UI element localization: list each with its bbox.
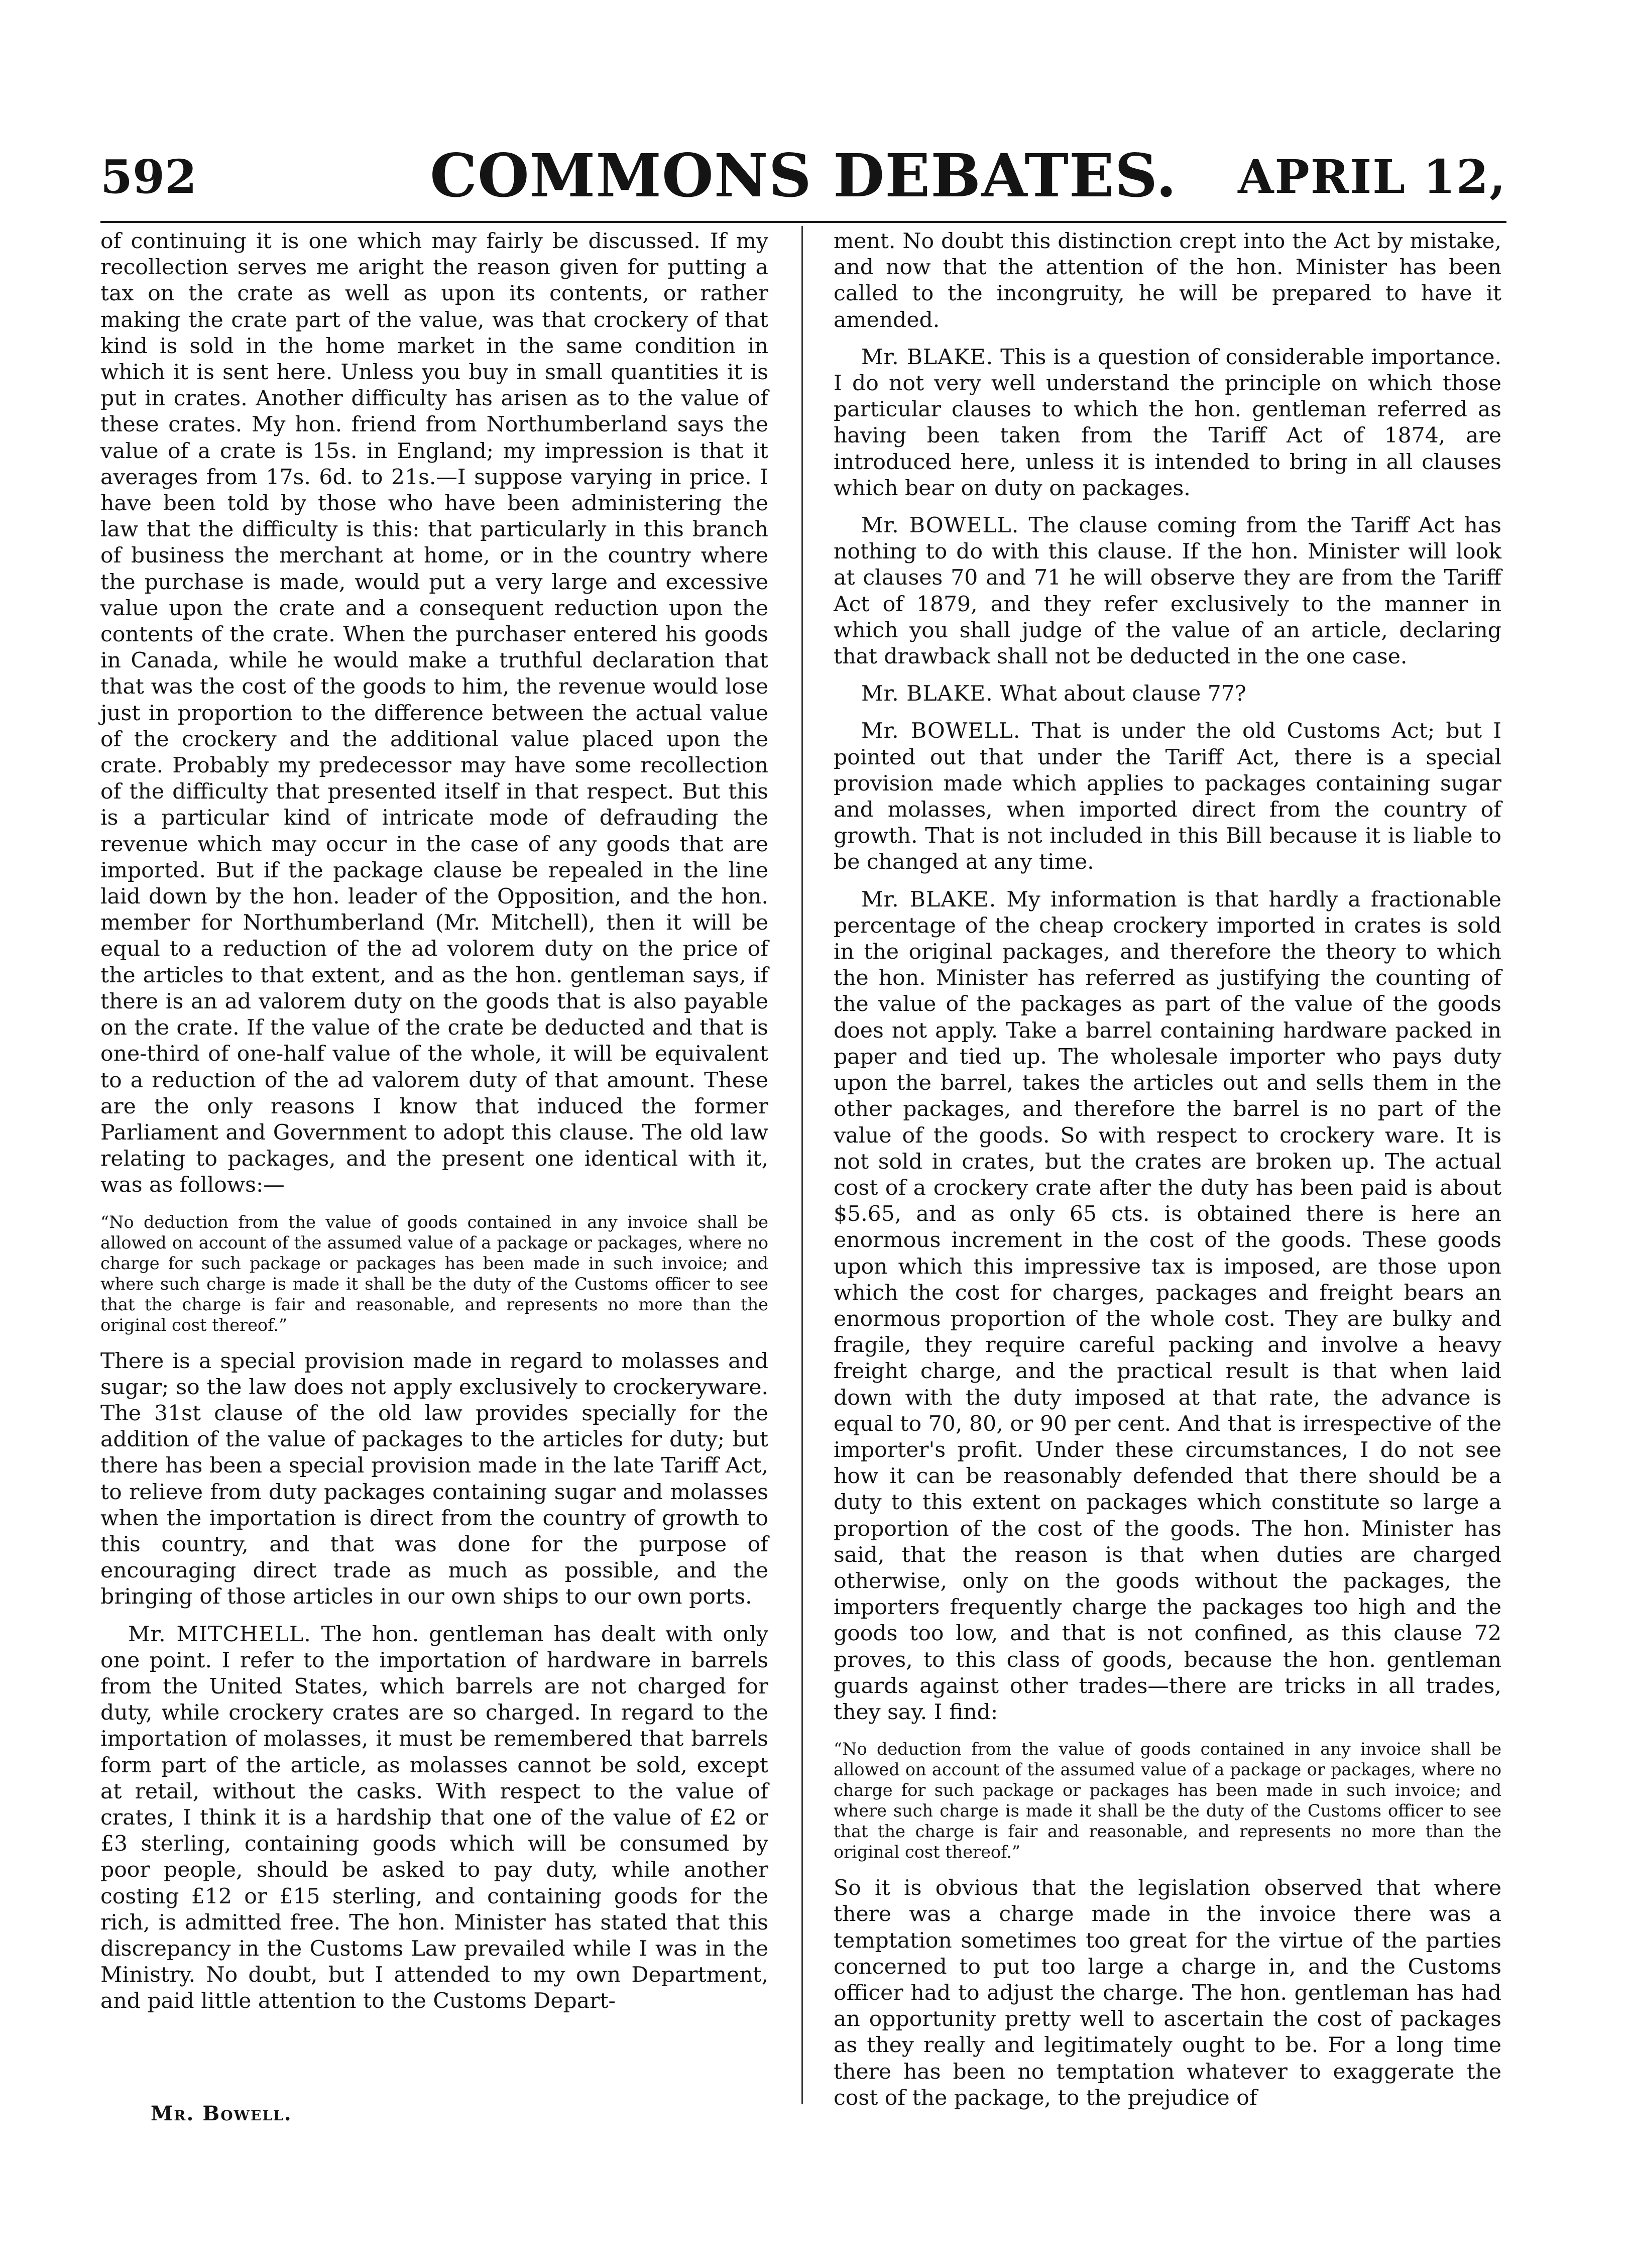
speech-paragraph	[834, 887, 1501, 1726]
speech-paragraph	[834, 681, 1501, 707]
speech-paragraph	[834, 718, 1501, 875]
column-divider	[801, 226, 803, 2104]
speech-text: This is a question of considerable importance. I do not very well understand the principle on which those particular clauses to which the hon. gentleman referred as having been taken from the Tariff Act of 1874, are introduced here, unless it is intended to bring in all clauses which bear on duty on packages.	[834, 345, 1501, 501]
paragraph: So it is obvious that the legislation observed that where there was a charge made in the invoice there was a temptation sometimes too great for the virtue of the parties concerned to put too large a charge in, and the Customs officer had to adjust the charge. The hon. gentleman has had an opportunity pretty well to ascertain the cost of packages as they really and legitimately ought to be. For a long time there has been no temptation whatever to exaggerate the cost of the package, to the prejudice of	[834, 1876, 1501, 2110]
paragraph: of continuing it is one which may fairly be discussed. If my recollection serves me aright the reason given for putting a tax on the crate as well as upon its contents, or rather making the crate part of the value, was that crockery of that kind is sold in the home market in the same condition in which it is sent here. Unless you buy in small quantities it is put in crates. Another difficulty has arisen as to the value of these crates. My hon. friend from Northumberland says the value of a crate is 15s. in England; my impression is that it averages from 17s. 6d. to 21s.—I suppose varying in price. I have been told by those who have been administering the law that the difficulty is this: that particularly in this branch of business the merchant at home, or in the country where the purchase is made, would put a very large and excessive value upon the crate and a consequent reduction upon the contents of the crate. When the purchaser entered his goods in Canada, while he would make a truthful declaration that that was the cost of the goods to him, the revenue would lose just in proportion to the difference between the actual value of the crockery and the additional value placed upon the crate. Probably my predecessor may have some recollection of the difficulty that presented itself in that respect. But this is a particular kind of intricate mode of defrauding the revenue which may occur in the case of any goods that are imported. But if the package clause be repealed in the line laid down by the hon. leader of the Opposition, and the hon. member for Northumberland (Mr. Mitchell), then it will be equal to a reduction of the ad volorem duty on the price of the articles to that extent, and as the hon. gentleman says, if there is an ad valorem duty on the goods that is also payable on the crate. If the value of the crate be deducted and that is one-third of one-half value of the whole, it will be equivalent to a reduction of the ad valorem duty of that amount. These are the only reasons I know that induced the former Parliament and Government to adopt this clause. The old law relating to packages, and the present one identical with it, was as follows:—	[100, 229, 768, 1198]
header-rule	[100, 221, 1506, 223]
page-header	[100, 141, 1506, 216]
quoted-law: “No deduction from the value of goods contained in any invoice shall be allowed on account of the assumed value of a package or packages, where no charge for such package or packages has been made in such invoice; and where such charge is made it shall be the duty of the Customs officer to see that the charge is fair and reasonable, and represents no more than the original cost thereof.”	[834, 1739, 1501, 1862]
speaker-name: Mr. MITCHELL.	[128, 1622, 311, 1647]
speaker-name: Mr. BLAKE.	[861, 887, 997, 912]
right-column	[834, 229, 1501, 2111]
speech-text: The clause coming from the Tariff Act has nothing to do with this clause. If the hon. Minister will look at clauses 70 and 71 he will observe they are from the Tariff Act of 1879, and they refer exclusively to the manner in which you shall judge of the value of an article, declaring that drawback shall not be deducted in the one case.	[834, 513, 1501, 669]
page-date: APRIL 12,	[1238, 150, 1506, 204]
paragraph: There is a special provision made in regard to molasses and sugar; so the law does not apply exclusively to crockeryware. The 31st clause of the old law provides specially for the addition of the value of packages to the articles for duty; but there has been a special provision made in the late Tariff Act, to relieve from duty packages containing sugar and molasses when the importation is direct from the country of growth to this country, and that was done for the purpose of encouraging direct trade as much as possible, and the bringing of those articles in our own ships to our own ports.	[100, 1348, 768, 1610]
speech-text: The hon. gentleman has dealt with only one point. I refer to the importation of hardware in barrels from the United States, which barrels are not charged for duty, while crockery crates are so charged. In regard to the importation of molasses, it must be remembered that barrels form part of the article, as molasses cannot be sold, except at retail, without the casks. With respect to the value of crates, I think it is a hardship that one of the value of £2 or £3 sterling, containing goods which will be consumed by poor people, should be asked to pay duty, while another costing £12 or £15 sterling, and containing goods for the rich, is admitted free. The hon. Minister has stated that this discrepancy in the Customs Law prevailed while I was in the Ministry. No doubt, but I attended to my own Department, and paid little attention to the Customs Depart-	[100, 1622, 768, 2014]
speech-paragraph	[834, 345, 1501, 502]
speaker-name: Mr. BLAKE.	[861, 345, 994, 370]
speaker-name: Mr. BOWELL.	[861, 513, 1019, 538]
page-number: 592	[100, 150, 197, 204]
speaker-reference: Mr. Bowell.	[151, 2102, 292, 2125]
page-title: COMMONS DEBATES.	[430, 141, 1177, 210]
speech-paragraph	[834, 513, 1501, 670]
speaker-name: Mr. BLAKE.	[861, 682, 993, 707]
speech-text: What about clause 77?	[1000, 682, 1246, 707]
speaker-name: Mr. BOWELL.	[861, 719, 1021, 744]
speech-text: That is under the old Customs Act; but I pointed out that under the Tariff Act, there is a special provision made which applies to packages containing sugar and molasses, when imported direct from the country of growth. That is not included in this Bill because it is liable to be changed at any time.	[834, 719, 1501, 875]
quoted-law: “No deduction from the value of goods contained in any invoice shall be allowed on account of the assumed value of a package or packages, where no charge for such package or packages has been made in such invoice; and where such charge is made it shall be the duty of the Customs officer to see that the charge is fair and reasonable, and represents no more than the original cost thereof.”	[100, 1212, 768, 1335]
speech-paragraph	[100, 1622, 768, 2015]
speech-text: My information is that hardly a fractionable percentage of the cheap crockery imported in crates is sold in the original packages, and therefore the theory to which the hon. Minister has referred as justifying the counting of the value of the packages as part of the value of the goods does not apply. Take a barrel containing hardware packed in paper and tied up. The wholesale importer who pays duty upon the barrel, takes the articles out and sells them in the other packages, and therefore the barrel is no part of the value of the goods. So with respect to crockery ware. It is not sold in crates, but the crates are broken up. The actual cost of a crockery crate after the duty has been paid is about $5.65, and as only 65 cts. is obtained there is here an enormous increment in the cost of the goods. These goods upon which this impressive tax is imposed, are those upon which the cost for charges, packages and freight bears an enormous proportion of the whole cost. They are bulky and fragile, they require careful packing and involve a heavy freight charge, and the practical result is that when laid down with the duty imposed at that rate, the advance is equal to 70, 80, or 90 per cent. And that is irrespective of the importer's profit. Under these circumstances, I do not see how it can be reasonably defended that there should be a duty to this extent on packages which constitute so large a proportion of the cost of the goods. The hon. Minister has said, that the reason is that when duties are charged otherwise, only on the goods without the packages, the importers frequently charge the packages too high and the goods too low, and that is not confined, as this clause 72 proves, to this class of goods, because the hon. gentleman guards against other trades—there are tricks in all trades, they say. I find:	[834, 887, 1502, 1725]
left-column	[100, 229, 768, 2015]
paragraph: ment. No doubt this distinction crept into the Act by mistake, and now that the attention of the hon. Minister has been called to the incongruity, he will be prepared to have it amended.	[834, 229, 1501, 332]
